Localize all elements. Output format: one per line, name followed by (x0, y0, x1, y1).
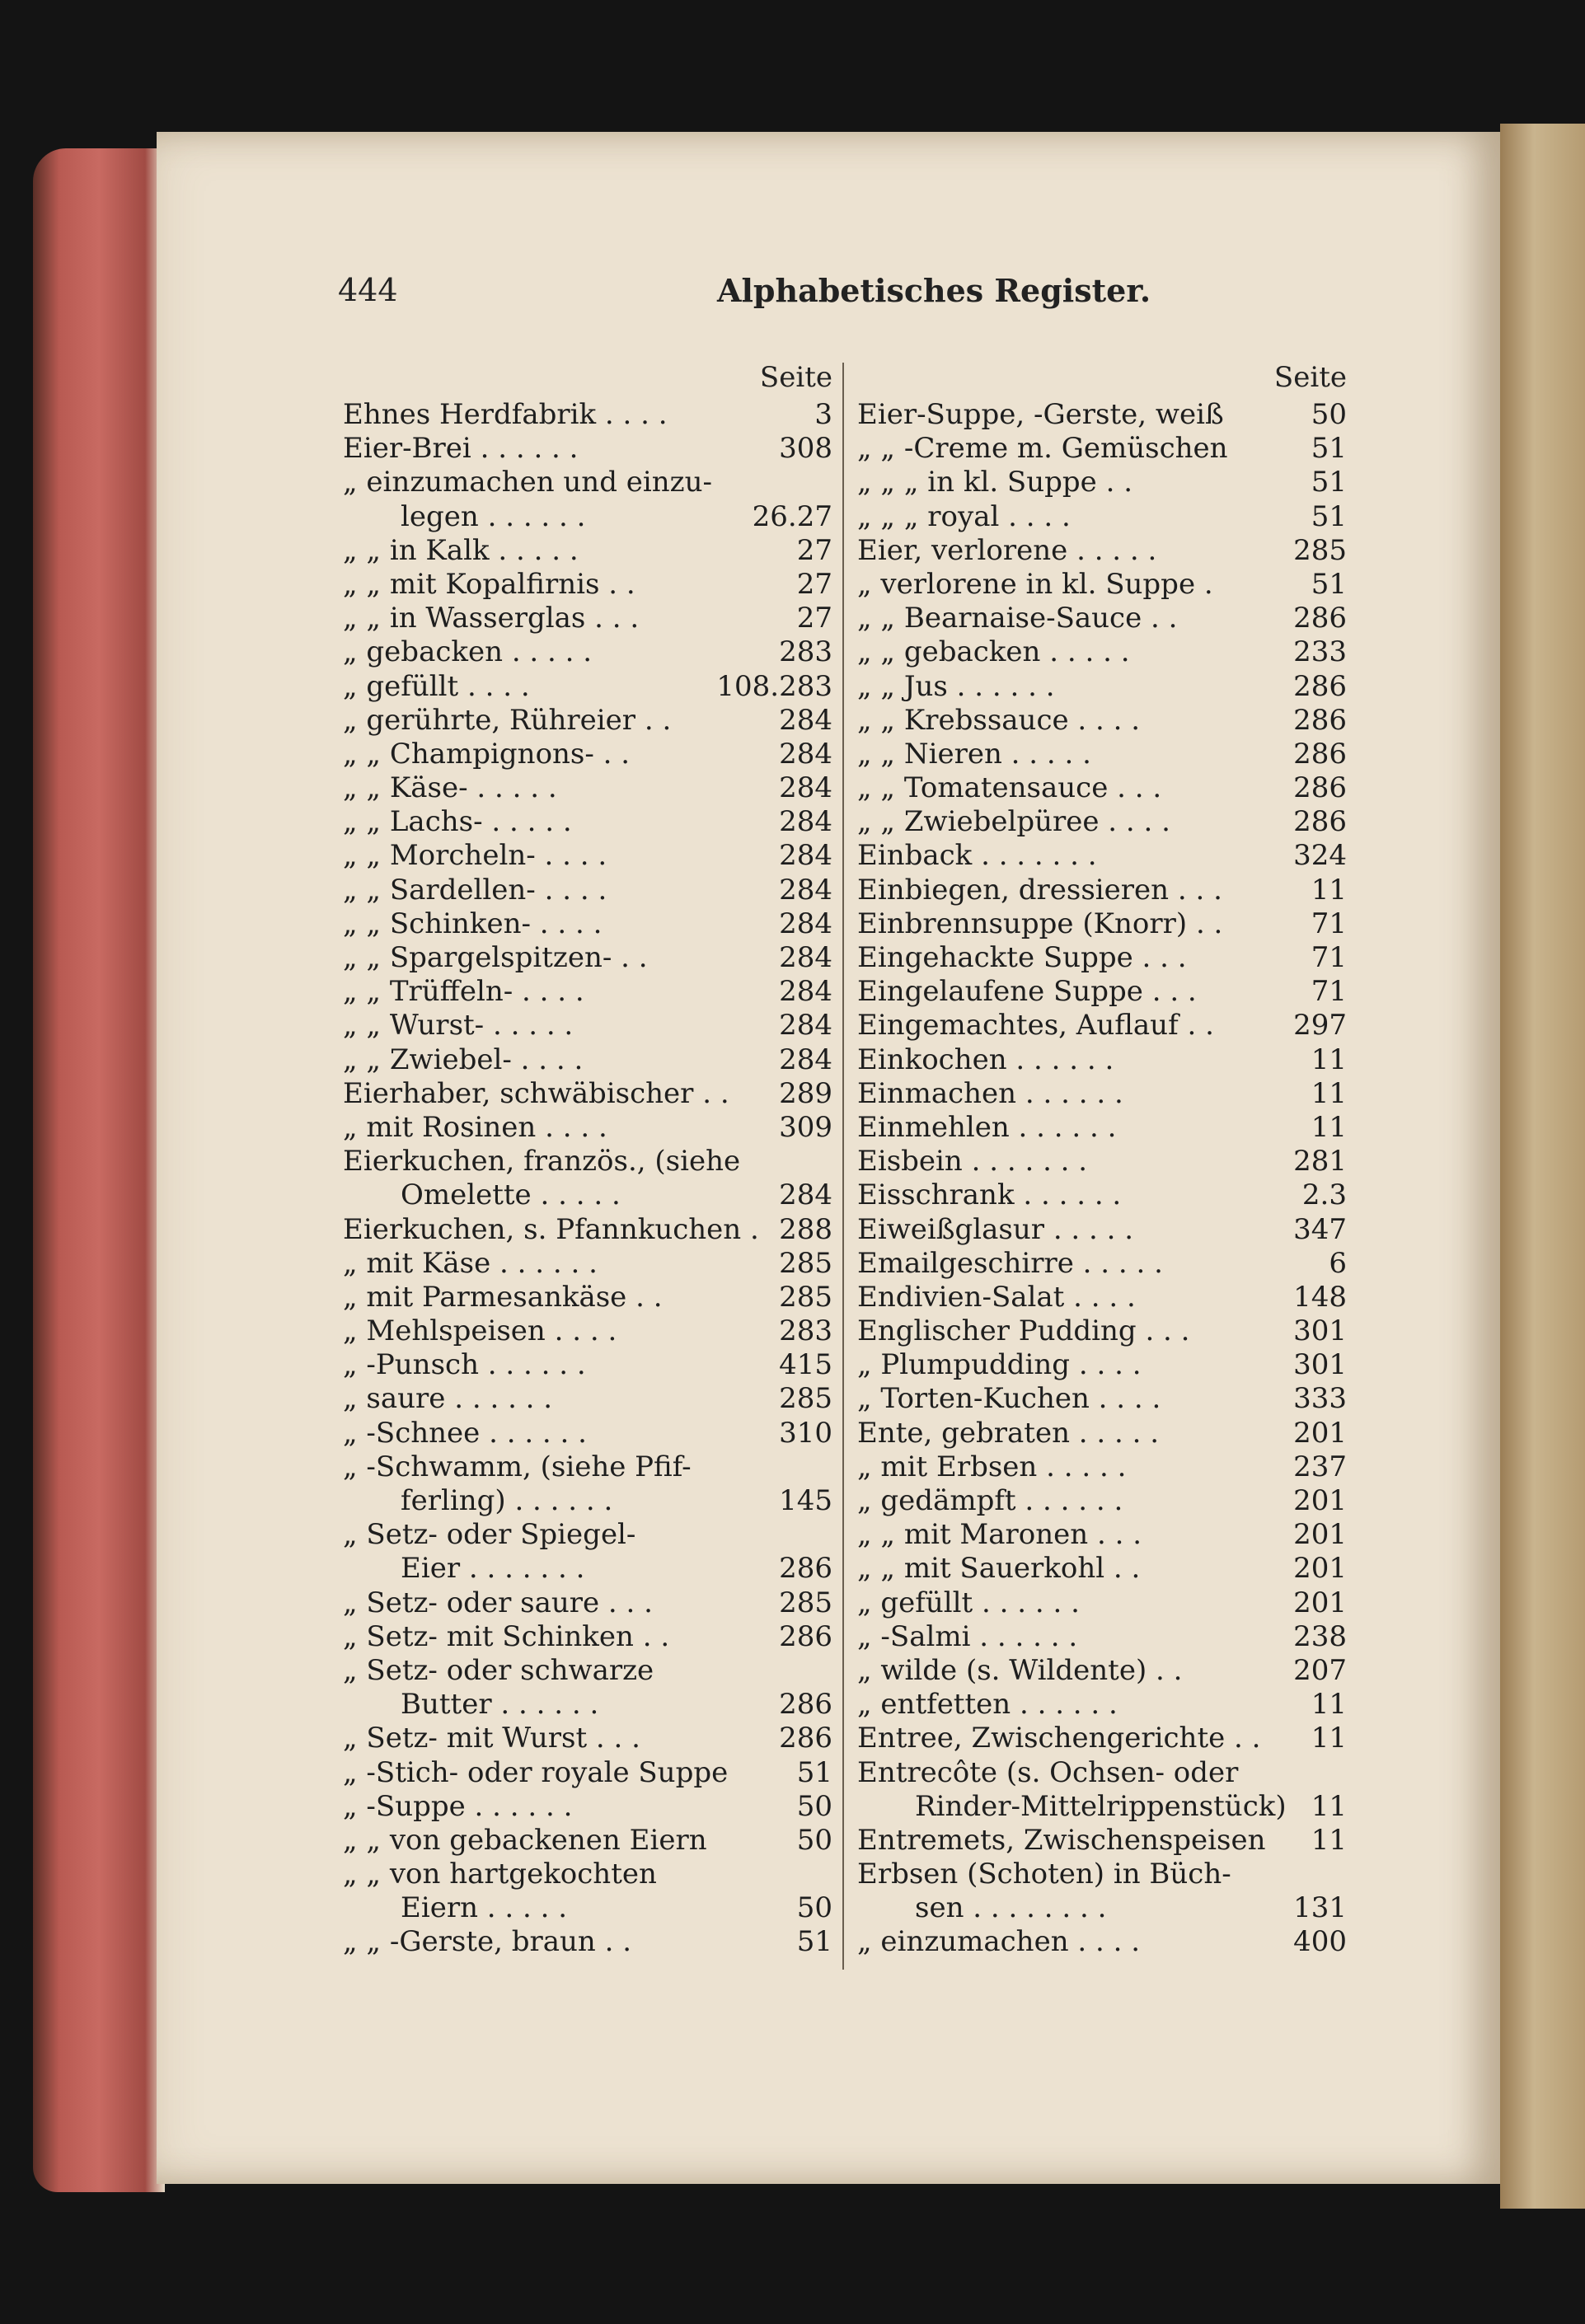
index-entry (857, 1688, 1347, 1722)
entry-text: Eierhaber, schwäbischer . . (343, 1076, 729, 1110)
adjacent-page-edge (1500, 124, 1585, 2209)
index-entry (857, 1824, 1347, 1858)
index-entry (343, 1348, 832, 1382)
index-entry (857, 1925, 1347, 1959)
index-entry (343, 635, 832, 669)
entry-text: „ „ in Kalk . . . . . (343, 533, 579, 567)
entry-text: Entree, Zwischengerichte . . (857, 1722, 1261, 1755)
entry-page-ref: 285 (1288, 534, 1347, 568)
index-entry (343, 1382, 832, 1416)
entry-page-ref: 309 (774, 1111, 832, 1145)
index-entry (857, 1213, 1347, 1247)
entry-page-ref: 237 (1288, 1450, 1347, 1484)
index-entry (343, 941, 832, 975)
entry-text: „ „ Sardellen- . . . . (343, 873, 607, 907)
entry-page-ref: 324 (1288, 839, 1347, 873)
entry-page-ref: 415 (774, 1348, 832, 1382)
entry-text: „ mit Parmesankäse . . (343, 1280, 663, 1314)
index-entry (343, 704, 832, 738)
index-entry (343, 738, 832, 771)
index-entry (343, 1314, 832, 1348)
entry-page-ref: 27 (792, 534, 832, 568)
index-entry (857, 1654, 1347, 1688)
entry-page-ref: 26.27 (748, 500, 832, 534)
index-entry (857, 1858, 1347, 1891)
entry-page-ref: 285 (774, 1281, 832, 1314)
entry-text: Eingehackte Suppe . . . (857, 941, 1187, 974)
entry-text: „ „ Trüffeln- . . . . (343, 975, 584, 1009)
index-entry (857, 1790, 1347, 1824)
index-entry (343, 805, 832, 839)
entry-text: Rinder-Mittelrippenstück) (915, 1789, 1287, 1823)
index-entry (343, 1417, 832, 1450)
entry-page-ref: 71 (1306, 907, 1347, 941)
entry-page-ref: 284 (774, 771, 832, 805)
entry-text: Eiern . . . . . (401, 1891, 568, 1925)
entry-page-ref: 51 (1306, 432, 1347, 466)
entry-text: Eisschrank . . . . . . (857, 1178, 1122, 1212)
entry-page-ref: 50 (792, 1790, 832, 1824)
entry-text: „ „ Wurst- . . . . . (343, 1009, 574, 1043)
index-entry (857, 1314, 1347, 1348)
index-entry (857, 1518, 1347, 1552)
entry-text: „ einzumachen . . . . (857, 1925, 1141, 1959)
book-fore-edge (33, 148, 165, 2192)
index-entry (857, 1178, 1347, 1212)
entry-page-ref: 201 (1288, 1586, 1347, 1620)
entry-page-ref: 207 (1288, 1654, 1347, 1688)
entry-text: „ „ Lachs- . . . . . (343, 805, 572, 839)
entry-page-ref: 310 (774, 1417, 832, 1450)
entry-text: „ gebacken . . . . . (343, 635, 593, 669)
index-entry (343, 839, 832, 873)
entry-text: Eierkuchen, französ., (siehe (343, 1145, 741, 1178)
index-entry (343, 432, 832, 466)
index-entry (857, 1348, 1347, 1382)
entry-text: Einback . . . . . . . (857, 839, 1097, 873)
entry-text: „ „ Champignons- . . (343, 737, 631, 771)
index-entry (343, 1925, 832, 1959)
entry-text: Eier . . . . . . . (401, 1552, 585, 1586)
index-entry (343, 1858, 832, 1891)
entry-text: „ mit Käse . . . . . . (343, 1246, 598, 1280)
index-entry (343, 1586, 832, 1620)
entries-right (857, 398, 1347, 1960)
index-entry (857, 500, 1347, 534)
entry-page-ref: 50 (792, 1824, 832, 1858)
index-entry (343, 1654, 832, 1688)
entry-text: Englischer Pudding . . . (857, 1314, 1190, 1348)
entry-page-ref: 6 (1324, 1247, 1347, 1281)
entry-page-ref: 286 (1288, 738, 1347, 771)
entry-page-ref: 51 (1306, 500, 1347, 534)
index-entry (857, 1891, 1347, 1925)
index-entry (857, 874, 1347, 907)
entry-page-ref: 201 (1288, 1552, 1347, 1586)
index-entry (343, 1145, 832, 1178)
entry-text: „ mit Rosinen . . . . (343, 1110, 607, 1144)
entry-page-ref: 2.3 (1297, 1178, 1347, 1212)
entry-page-ref: 27 (792, 602, 832, 635)
entry-text: Erbsen (Schoten) in Büch- (857, 1858, 1231, 1891)
entry-text: „ „ mit Sauerkohl . . (857, 1552, 1141, 1586)
index-entry (343, 1077, 832, 1111)
entry-page-ref: 27 (792, 568, 832, 602)
entry-text: „ gefüllt . . . . (343, 669, 530, 703)
entry-text: „ „ Nieren . . . . . (857, 737, 1091, 771)
entry-page-ref: 238 (1288, 1620, 1347, 1654)
index-entry (857, 975, 1347, 1009)
entry-page-ref: 148 (1288, 1281, 1347, 1314)
entry-page-ref: 145 (774, 1484, 832, 1518)
entry-page-ref: 288 (774, 1213, 832, 1247)
entry-text: „ „ mit Maronen . . . (857, 1518, 1142, 1552)
entry-page-ref: 3 (809, 398, 832, 432)
entry-text: legen . . . . . . (401, 499, 586, 533)
entry-text: „ einzumachen und einzu- (343, 466, 712, 499)
index-entry (343, 568, 832, 602)
entry-page-ref: 286 (1288, 602, 1347, 635)
entry-text: „ „ -Gerste, braun . . (343, 1925, 632, 1959)
entry-text: „ gerührte, Rühreier . . (343, 703, 672, 737)
entry-text: Entremets, Zwischenspeisen (857, 1823, 1266, 1857)
entry-text: ferling) . . . . . . (401, 1484, 613, 1517)
entry-page-ref: 51 (792, 1756, 832, 1790)
entry-text: Einkochen . . . . . . (857, 1043, 1114, 1076)
entry-text: Butter . . . . . . (401, 1688, 599, 1722)
entry-text: „ gedämpft . . . . . . (857, 1484, 1123, 1517)
column-heading-left: Seite (759, 361, 832, 394)
index-entry (343, 534, 832, 568)
entry-page-ref: 347 (1288, 1213, 1347, 1247)
index-entry (857, 839, 1347, 873)
index-entry (857, 907, 1347, 941)
entry-page-ref: 201 (1288, 1484, 1347, 1518)
index-entry (857, 1247, 1347, 1281)
entry-text: „ Setz- oder Spiegel- (343, 1518, 636, 1552)
index-entry (857, 1552, 1347, 1586)
entry-page-ref: 286 (1288, 670, 1347, 704)
entry-page-ref: 284 (774, 738, 832, 771)
page-number: 444 (338, 272, 398, 308)
entry-page-ref: 285 (774, 1382, 832, 1416)
entry-page-ref: 400 (1288, 1925, 1347, 1959)
entry-text: „ entfetten . . . . . . (857, 1688, 1118, 1722)
entry-text: „ „ Jus . . . . . . (857, 669, 1055, 703)
index-entry (343, 1756, 832, 1790)
entry-page-ref: 11 (1306, 874, 1347, 907)
index-entry (343, 874, 832, 907)
entry-page-ref: 308 (774, 432, 832, 466)
column-heading-right: Seite (1273, 361, 1347, 394)
entry-text: „ -Punsch . . . . . . (343, 1348, 586, 1382)
entry-page-ref: 286 (774, 1722, 832, 1755)
entry-text: sen . . . . . . . . (915, 1891, 1107, 1925)
entry-page-ref: 11 (1306, 1688, 1347, 1722)
index-entry (857, 1111, 1347, 1145)
entry-text: „ Setz- mit Schinken . . (343, 1619, 670, 1653)
entry-page-ref: 283 (774, 1314, 832, 1348)
entry-page-ref: 301 (1288, 1314, 1347, 1348)
index-entry (857, 1586, 1347, 1620)
index-entry (857, 534, 1347, 568)
entry-text: „ „ Morcheln- . . . . (343, 839, 607, 873)
entry-text: „ „ Bearnaise-Sauce . . (857, 602, 1178, 635)
entry-text: „ „ von hartgekochten (343, 1858, 657, 1891)
entry-text: Eier-Suppe, -Gerste, weiß (857, 398, 1224, 431)
index-entry (343, 975, 832, 1009)
index-entry (343, 907, 832, 941)
index-entry (857, 771, 1347, 805)
entry-text: „ Setz- oder schwarze (343, 1653, 654, 1687)
index-entry (857, 1484, 1347, 1518)
entry-page-ref: 286 (774, 1688, 832, 1722)
entry-page-ref: 233 (1288, 635, 1347, 669)
entry-text: Omelette . . . . . (401, 1178, 621, 1212)
index-entry (857, 602, 1347, 635)
entry-page-ref: 50 (1306, 398, 1347, 432)
entry-text: Eier, verlorene . . . . . (857, 533, 1157, 567)
page-header (338, 272, 1437, 321)
entry-text: Entrecôte (s. Ochsen- oder (857, 1755, 1239, 1789)
entry-text: „ „ -Creme m. Gemüschen (857, 432, 1228, 466)
index-entry (343, 1824, 832, 1858)
entry-text: „ „ gebacken . . . . . (857, 635, 1130, 669)
entry-page-ref: 301 (1288, 1348, 1347, 1382)
entry-page-ref: 284 (774, 1178, 832, 1212)
entry-text: Eisbein . . . . . . . (857, 1145, 1088, 1178)
entry-page-ref: 51 (1306, 466, 1347, 499)
index-entry (343, 398, 832, 432)
index-entry (343, 1009, 832, 1043)
index-entry (343, 500, 832, 534)
entry-text: Ente, gebraten . . . . . (857, 1416, 1160, 1450)
index-entry (857, 1145, 1347, 1178)
entry-page-ref: 11 (1306, 1824, 1347, 1858)
entry-page-ref: 297 (1288, 1009, 1347, 1043)
index-entry (857, 704, 1347, 738)
entry-page-ref: 283 (774, 635, 832, 669)
entry-text: „ Torten-Kuchen . . . . (857, 1382, 1161, 1416)
index-entry (857, 738, 1347, 771)
entry-text: Eiweißglasur . . . . . (857, 1212, 1134, 1246)
entry-page-ref: 11 (1306, 1790, 1347, 1824)
entry-text: „ „ Krebssauce . . . . (857, 703, 1141, 737)
index-entry (343, 1111, 832, 1145)
entry-text: „ saure . . . . . . (343, 1382, 553, 1416)
entry-text: „ „ Schinken- . . . . (343, 907, 603, 940)
entry-page-ref: 333 (1288, 1382, 1347, 1416)
index-entry (857, 1450, 1347, 1484)
entry-text: Einmehlen . . . . . . (857, 1110, 1117, 1144)
index-entry (857, 568, 1347, 602)
entry-page-ref: 50 (792, 1891, 832, 1925)
entry-text: Emailgeschirre . . . . . (857, 1246, 1163, 1280)
entry-text: „ wilde (s. Wildente) . . (857, 1653, 1183, 1687)
entry-text: „ Setz- mit Wurst . . . (343, 1722, 640, 1755)
index-column-right (857, 361, 1347, 1960)
entry-text: „ -Schwamm, (siehe Pfif- (343, 1450, 692, 1483)
index-entry (343, 1484, 832, 1518)
entry-page-ref: 286 (1288, 805, 1347, 839)
entry-page-ref: 284 (774, 1009, 832, 1043)
index-entry (857, 466, 1347, 499)
entry-text: Ehnes Herdfabrik . . . . (343, 398, 668, 431)
entry-text: „ „ mit Kopalfirnis . . (343, 567, 635, 601)
index-entry (343, 466, 832, 499)
index-entry (857, 635, 1347, 669)
entry-page-ref: 286 (1288, 704, 1347, 738)
entry-text: „ „ von gebackenen Eiern (343, 1823, 707, 1857)
entry-page-ref: 284 (774, 907, 832, 941)
entry-page-ref: 11 (1306, 1111, 1347, 1145)
index-entry (857, 432, 1347, 466)
index-entry (857, 1620, 1347, 1654)
entry-page-ref: 11 (1306, 1722, 1347, 1755)
entry-page-ref: 131 (1288, 1891, 1347, 1925)
entry-page-ref: 289 (774, 1077, 832, 1111)
entry-text: „ mit Erbsen . . . . . (857, 1450, 1127, 1483)
index-entry (857, 1756, 1347, 1790)
entry-page-ref: 108.283 (711, 670, 832, 704)
index-entry (857, 1281, 1347, 1314)
entry-text: „ -Salmi . . . . . . (857, 1619, 1078, 1653)
entry-text: Eingelaufene Suppe . . . (857, 975, 1197, 1009)
entry-page-ref: 284 (774, 874, 832, 907)
index-entry (343, 1891, 832, 1925)
entry-page-ref: 71 (1306, 941, 1347, 975)
entry-page-ref: 284 (774, 839, 832, 873)
index-entry (857, 670, 1347, 704)
index-entry (857, 805, 1347, 839)
entry-text: „ verlorene in kl. Suppe . (857, 567, 1213, 601)
entry-text: Einmachen . . . . . . (857, 1076, 1123, 1110)
running-title: Alphabetisches Register. (717, 272, 1151, 309)
entry-page-ref: 286 (774, 1552, 832, 1586)
entries-left (343, 398, 832, 1960)
entry-page-ref: 285 (774, 1247, 832, 1281)
entry-page-ref: 284 (774, 975, 832, 1009)
index-column-left (343, 361, 832, 1960)
entry-text: Einbrennsuppe (Knorr) . . (857, 907, 1223, 940)
index-entry (343, 670, 832, 704)
entry-text: „ „ Tomatensauce . . . (857, 771, 1162, 805)
entry-page-ref: 11 (1306, 1043, 1347, 1077)
entry-text: „ „ „ royal . . . . (857, 499, 1071, 533)
entry-page-ref: 285 (774, 1586, 832, 1620)
entry-text: „ „ Spargelspitzen- . . (343, 941, 648, 974)
entry-text: „ „ Käse- . . . . . (343, 771, 557, 805)
index-entry (343, 602, 832, 635)
entry-page-ref: 286 (774, 1620, 832, 1654)
entry-page-ref: 201 (1288, 1417, 1347, 1450)
entry-text: Eingemachtes, Auflauf . . (857, 1009, 1214, 1043)
index-entry (343, 1620, 832, 1654)
entry-page-ref: 71 (1306, 975, 1347, 1009)
entry-page-ref: 201 (1288, 1518, 1347, 1552)
entry-text: Eierkuchen, s. Pfannkuchen . (343, 1212, 759, 1246)
entry-text: „ Mehlspeisen . . . . (343, 1314, 617, 1348)
index-entry (857, 1382, 1347, 1416)
entry-text: „ -Schnee . . . . . . (343, 1416, 587, 1450)
entry-text: „ „ Zwiebelpüree . . . . (857, 805, 1170, 839)
index-entry (343, 1518, 832, 1552)
entry-page-ref: 51 (1306, 568, 1347, 602)
entry-page-ref: 281 (1288, 1145, 1347, 1178)
entry-text: „ gefüllt . . . . . . (857, 1586, 1080, 1619)
entry-text: Endivien-Salat . . . . (857, 1280, 1136, 1314)
index-entry (857, 941, 1347, 975)
index-entry (343, 771, 832, 805)
entry-text: „ -Stich- oder royale Suppe (343, 1755, 729, 1789)
entry-page-ref: 284 (774, 1043, 832, 1077)
index-entry (857, 1043, 1347, 1077)
index-entry (343, 1213, 832, 1247)
index-entry (857, 398, 1347, 432)
index-entry (857, 1417, 1347, 1450)
entry-page-ref: 51 (792, 1925, 832, 1959)
index-entry (343, 1247, 832, 1281)
entry-text: „ „ in Wasserglas . . . (343, 602, 640, 635)
entry-text: „ -Suppe . . . . . . (343, 1789, 573, 1823)
entry-text: „ „ Zwiebel- . . . . (343, 1043, 584, 1076)
index-entry (343, 1722, 832, 1755)
entry-text: Einbiegen, dressieren . . . (857, 873, 1222, 907)
index-entry (857, 1077, 1347, 1111)
index-entry (343, 1178, 832, 1212)
column-divider (842, 363, 844, 1970)
entry-page-ref: 286 (1288, 771, 1347, 805)
index-entry (857, 1722, 1347, 1755)
index-entry (343, 1790, 832, 1824)
index-entry (857, 1009, 1347, 1043)
index-entry (343, 1043, 832, 1077)
index-entry (343, 1281, 832, 1314)
entry-page-ref: 11 (1306, 1077, 1347, 1111)
entry-text: „ Plumpudding . . . . (857, 1348, 1142, 1382)
entry-page-ref: 284 (774, 805, 832, 839)
index-entry (343, 1552, 832, 1586)
entry-text: „ „ „ in kl. Suppe . . (857, 466, 1133, 499)
entry-page-ref: 284 (774, 704, 832, 738)
index-entry (343, 1450, 832, 1484)
index-entry (343, 1688, 832, 1722)
entry-text: Eier-Brei . . . . . . (343, 432, 579, 466)
entry-page-ref: 284 (774, 941, 832, 975)
entry-text: „ Setz- oder saure . . . (343, 1586, 653, 1619)
